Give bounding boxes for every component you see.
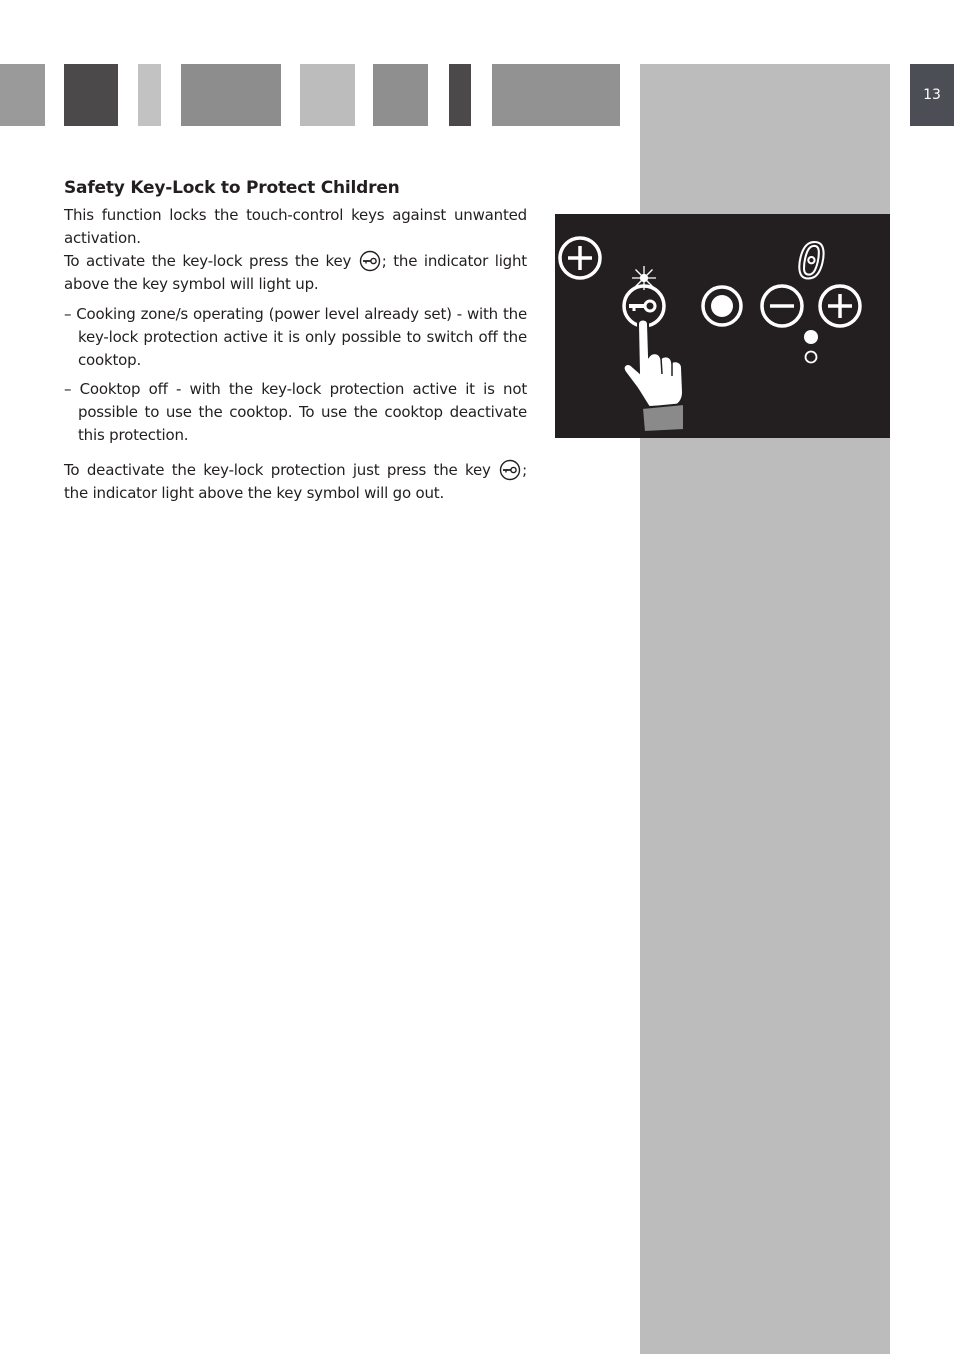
deactivate-text-before: To deactivate the key-lock protection just press the key — [64, 461, 499, 479]
header-bar-7 — [449, 64, 471, 126]
deactivate-text-after: ; the indicator light above the key symbol will go out. — [64, 461, 527, 502]
control-panel-illustration — [555, 214, 890, 438]
header-bar-8 — [492, 64, 620, 126]
header-bar-5 — [300, 64, 355, 126]
display-digit: 0 — [797, 234, 826, 290]
key-lock-icon — [499, 459, 521, 481]
indicator-dot-filled — [804, 330, 818, 344]
header-bar-2 — [64, 64, 118, 126]
indicator-dot-empty — [806, 352, 817, 363]
activate-text-before: To activate the key-lock press the key — [64, 252, 358, 270]
list-item: – Cooktop off - with the key-lock protection active it is not possible to use the cooktop. To use the cooktop deactivate this protection. — [64, 380, 527, 444]
list-item: – Cooking zone/s operating (power level already set) - with the key-lock protection active it is only possible to switch off the cooktop. — [64, 305, 527, 369]
main-content — [64, 178, 527, 505]
intro-text: This function locks the touch-control keys against unwanted activation. — [64, 206, 527, 247]
section-title: Safety Key-Lock to Protect Children — [64, 178, 400, 198]
plus-icon — [560, 238, 600, 278]
intro-paragraph — [64, 204, 527, 296]
bullet-list — [64, 303, 527, 447]
deactivate-paragraph — [64, 459, 527, 505]
header-bar-3 — [138, 64, 161, 126]
header-bar-1 — [0, 64, 45, 126]
minus-icon — [762, 286, 802, 326]
power-icon — [703, 287, 741, 325]
plus-icon — [820, 286, 860, 326]
header-bar-4 — [181, 64, 281, 126]
header-bar-6 — [373, 64, 428, 126]
key-lock-icon — [359, 250, 381, 272]
hand-pointer-icon — [624, 320, 684, 433]
page-number-text: 13 — [923, 87, 941, 103]
activate-text-after: ; the indicator light above the key symbol will light up. — [64, 252, 527, 293]
page-number — [910, 64, 954, 126]
